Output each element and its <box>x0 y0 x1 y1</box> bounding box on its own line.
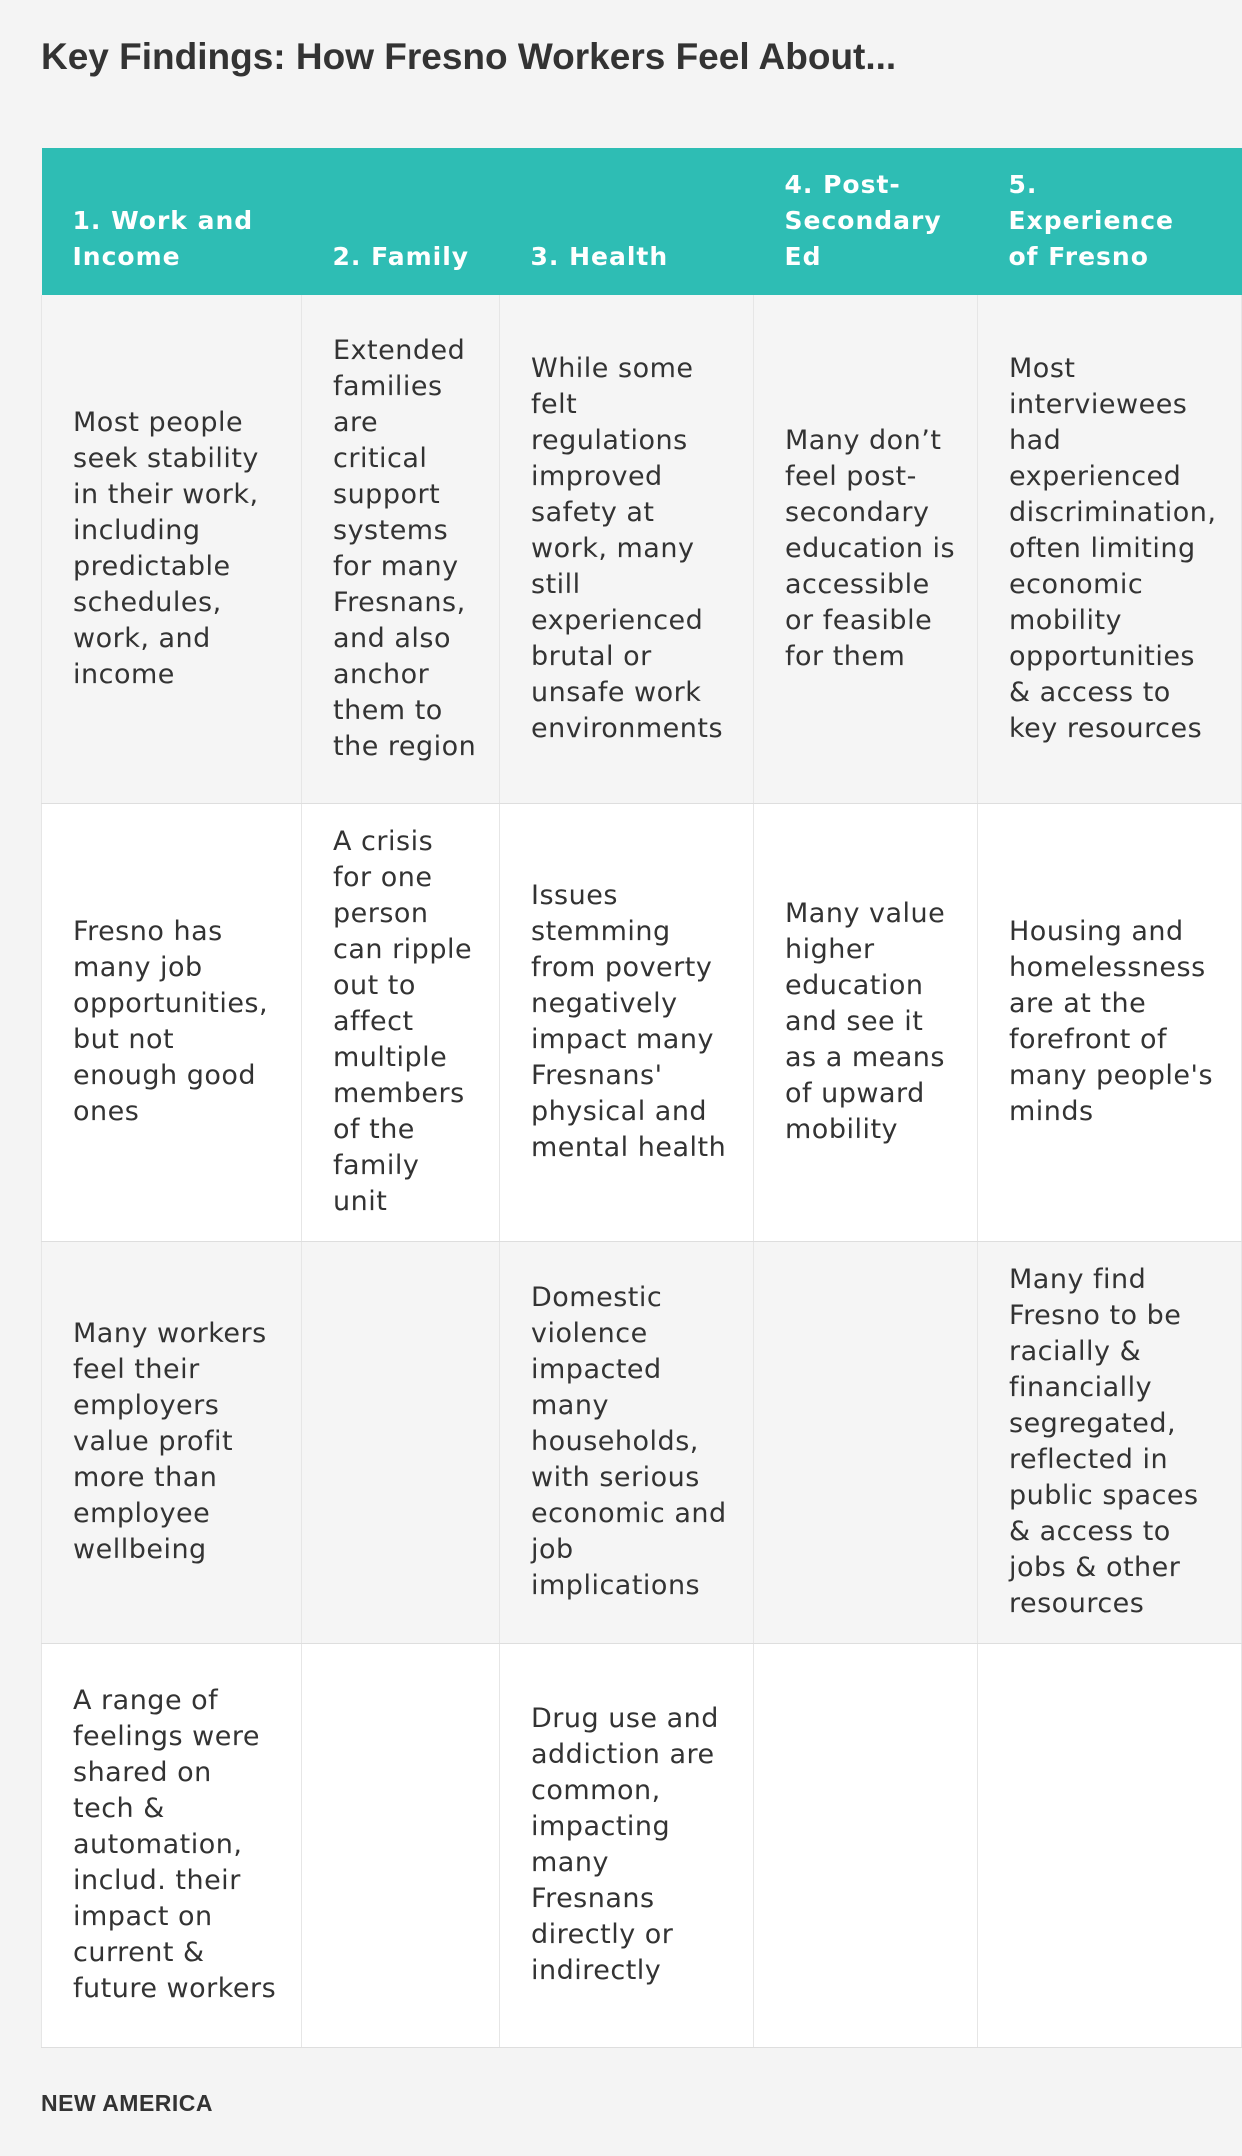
table-cell: A crisis for one person can ripple out to affect multiple members of the family unit <box>302 803 500 1241</box>
table-cell: Many find Fresno to be racially & financially segregated, reflected in public spaces & access to jobs & other resources <box>978 1241 1242 1643</box>
footer-logo: NEW AMERICA <box>41 2090 214 2116</box>
table-cell <box>754 1643 978 2047</box>
table-cell: While some felt regulations improved safety at work, many still experienced brutal or unsafe work environments <box>500 295 754 803</box>
column-header-health: 3. Health <box>500 148 754 295</box>
column-header-post-secondary-ed: 4. Post-Secondary Ed <box>754 148 978 295</box>
findings-table-container <box>41 148 1217 2047</box>
table-cell: Drug use and addiction are common, impacting many Fresnans directly or indirectly <box>500 1643 754 2047</box>
table-body <box>42 295 1242 2047</box>
table-cell <box>302 1643 500 2047</box>
column-header-family: 2. Family <box>302 148 500 295</box>
table-cell: Housing and homelessness are at the forefront of many people's minds <box>978 803 1242 1241</box>
table-row <box>42 1241 1242 1643</box>
column-header-experience-of-fresno: 5. Experience of Fresno <box>978 148 1242 295</box>
table-cell: Issues stemming from poverty negatively impact many Fresnans' physical and mental health <box>500 803 754 1241</box>
table-cell: Many workers feel their employers value profit more than employee wellbeing <box>42 1241 302 1643</box>
table-cell: Fresno has many job opportunities, but not enough good ones <box>42 803 302 1241</box>
table-cell: Extended families are critical support systems for many Fresnans, and also anchor them to the region <box>302 295 500 803</box>
table-row <box>42 295 1242 803</box>
page-title: Key Findings: How Fresno Workers Feel About... <box>41 36 897 77</box>
findings-table <box>41 148 1242 2048</box>
table-row <box>42 803 1242 1241</box>
table-cell: Domestic violence impacted many households, with serious economic and job implications <box>500 1241 754 1643</box>
column-header-work-income: 1. Work and Income <box>42 148 302 295</box>
table-row <box>42 1643 1242 2047</box>
table-cell <box>754 1241 978 1643</box>
header-row <box>42 148 1242 295</box>
table-cell: Most people seek stability in their work, including predictable schedules, work, and income <box>42 295 302 803</box>
table-cell: A range of feelings were shared on tech & automation, includ. their impact on current & future workers <box>42 1643 302 2047</box>
table-cell: Many value higher education and see it as a means of upward mobility <box>754 803 978 1241</box>
table-header <box>42 148 1242 295</box>
table-cell: Many don’t feel post-secondary education is accessible or feasible for them <box>754 295 978 803</box>
table-cell <box>978 1643 1242 2047</box>
table-cell: Most interviewees had experienced discrimination, often limiting economic mobility opportunities & access to key resources <box>978 295 1242 803</box>
table-cell <box>302 1241 500 1643</box>
